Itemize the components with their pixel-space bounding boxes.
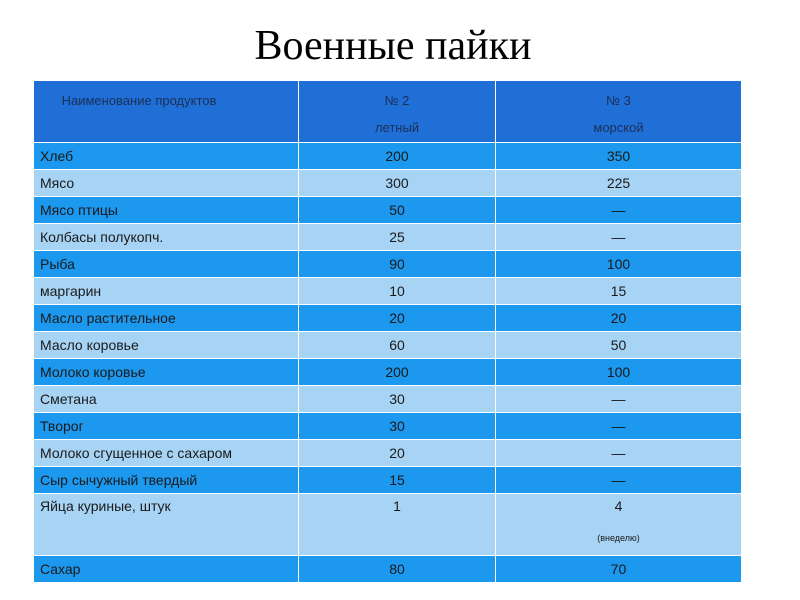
ration-2-value-cell: 200: [299, 143, 496, 170]
table-row: [34, 143, 742, 170]
ration-2-value-cell: 90: [299, 251, 496, 278]
ration-3-note: (внеделю): [597, 533, 640, 543]
ration-3-value-cell: 100: [496, 359, 742, 386]
ration-2-value-cell: 15: [299, 467, 496, 494]
product-name-cell: Сыр сычужный твердый: [34, 467, 299, 494]
ration-3-value-cell: —: [496, 413, 742, 440]
ration-2-value-cell: 50: [299, 197, 496, 224]
product-name-cell: Масло коровье: [34, 332, 299, 359]
ration-3-value-cell: —: [496, 224, 742, 251]
product-name-cell: Сахар: [34, 556, 299, 583]
ration-2-value-cell: 30: [299, 386, 496, 413]
ration-3-value-cell: —: [496, 197, 742, 224]
ration-3-value-cell: 350: [496, 143, 742, 170]
ration-3-value-cell: —: [496, 440, 742, 467]
table-row: [34, 467, 742, 494]
table-row: [34, 556, 742, 583]
ration-3-value-cell: 50: [496, 332, 742, 359]
ration-2-value-cell: 80: [299, 556, 496, 583]
ration-2-value-cell: 20: [299, 440, 496, 467]
ration-2-value-cell: 25: [299, 224, 496, 251]
product-name-cell: Молоко коровье: [34, 359, 299, 386]
ration-2-value-cell: 60: [299, 332, 496, 359]
product-name-cell: маргарин: [34, 278, 299, 305]
ration-2-value-cell: 30: [299, 413, 496, 440]
ration-2-value-cell: 10: [299, 278, 496, 305]
ration-3-value-cell: [496, 494, 742, 556]
table-row: [34, 305, 742, 332]
table-row: [34, 197, 742, 224]
page-title: Военные пайки: [254, 23, 532, 69]
product-name-cell: Мясо птицы: [34, 197, 299, 224]
ration-3-value-cell: 20: [496, 305, 742, 332]
ration-2-value-cell: 200: [299, 359, 496, 386]
table-header-row: [34, 81, 742, 143]
ration-3-value-cell: 100: [496, 251, 742, 278]
ration-2-value-cell: 20: [299, 305, 496, 332]
ration-3-value-cell: —: [496, 467, 742, 494]
table-row: [34, 170, 742, 197]
ration-3-value-cell: —: [496, 386, 742, 413]
product-name-cell: Рыба: [34, 251, 299, 278]
ration-2-value-cell: 300: [299, 170, 496, 197]
table-row: [34, 224, 742, 251]
product-name-cell: Мясо: [34, 170, 299, 197]
product-name-cell: Масло растительное: [34, 305, 299, 332]
table-row: [34, 386, 742, 413]
ration-3-value-cell: 15: [496, 278, 742, 305]
header-product: Наименование продуктов: [34, 81, 299, 143]
product-name-cell: Молоко сгущенное с сахаром: [34, 440, 299, 467]
product-name-cell: Колбасы полукопч.: [34, 224, 299, 251]
table-row: [34, 494, 742, 556]
ration-3-value-cell: 225: [496, 170, 742, 197]
ration-2-value-cell: 1: [299, 494, 496, 556]
rations-table-body: [34, 81, 742, 583]
product-name-cell: Сметана: [34, 386, 299, 413]
header-ration-3-type: морской: [593, 120, 644, 135]
header-ration-2-type: летный: [374, 120, 420, 135]
product-name-cell: Творог: [34, 413, 299, 440]
header-ration-2-number: № 2: [384, 93, 410, 108]
table-row: [34, 332, 742, 359]
table-row: [34, 440, 742, 467]
ration-3-value: 4: [614, 498, 623, 514]
rations-table: [33, 80, 742, 583]
header-ration-3-number: № 3: [606, 93, 631, 108]
product-name-cell: Хлеб: [34, 143, 299, 170]
header-ration-3: [496, 81, 742, 143]
header-ration-2: [299, 81, 496, 143]
table-row: [34, 251, 742, 278]
table-row: [34, 413, 742, 440]
table-row: [34, 359, 742, 386]
ration-3-value-cell: 70: [496, 556, 742, 583]
product-name-cell: Яйца куриные, штук: [34, 494, 299, 556]
table-row: [34, 278, 742, 305]
